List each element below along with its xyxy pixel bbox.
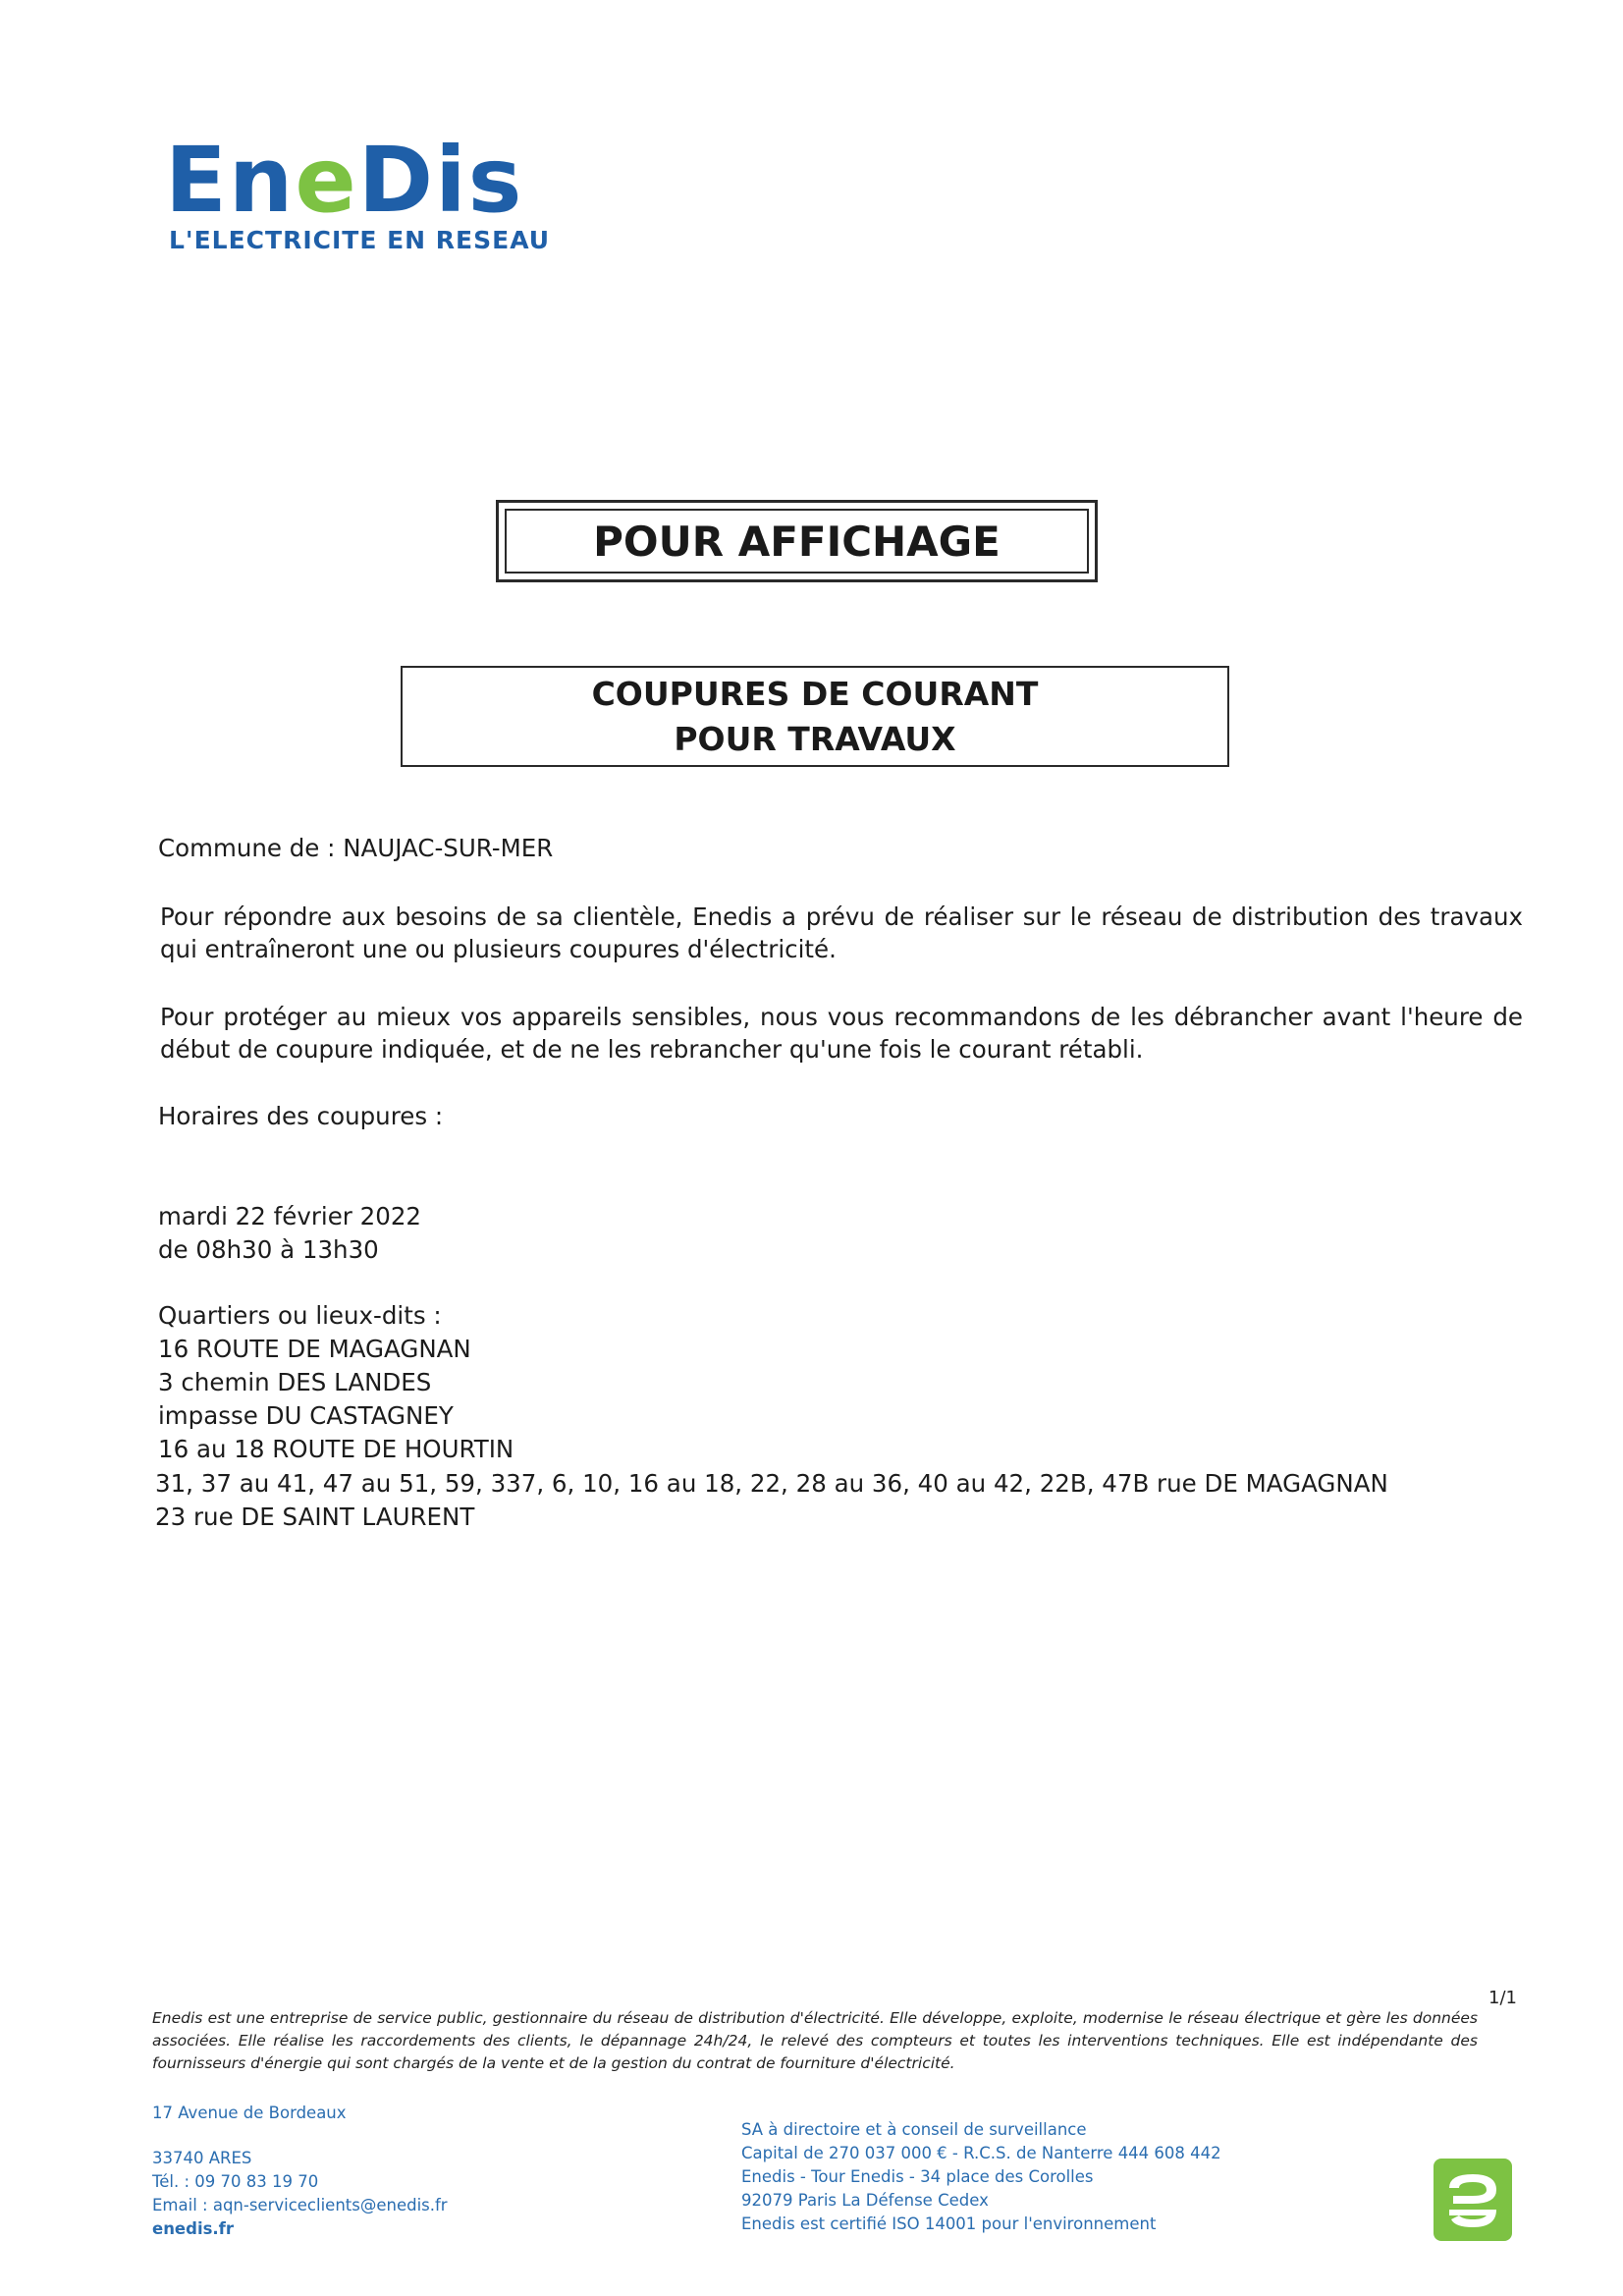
logo-wordmark: EneDis xyxy=(165,128,524,233)
email-address: Email : aqn-serviceclients@enedis.fr xyxy=(152,2196,448,2214)
page-number: 1/1 xyxy=(1488,1988,1517,2008)
address-line-1: 17 Avenue de Bordeaux xyxy=(152,2104,347,2122)
commune-line: Commune de : NAUJAC-SUR-MER xyxy=(158,834,554,862)
legal-line: Enedis est certifié ISO 14001 pour l'environnement xyxy=(741,2214,1157,2233)
display-notice-title: POUR AFFICHAGE xyxy=(593,517,1001,566)
website-link: enedis.fr xyxy=(152,2219,234,2238)
legal-line: Enedis - Tour Enedis - 34 place des Corolles xyxy=(741,2167,1094,2186)
place-item: 23 rue DE SAINT LAURENT xyxy=(155,1503,475,1531)
outage-time: de 08h30 à 13h30 xyxy=(158,1235,379,1264)
place-item: 16 au 18 ROUTE DE HOURTIN xyxy=(158,1435,514,1463)
place-item: 3 chemin DES LANDES xyxy=(158,1368,432,1396)
outage-date: mardi 22 février 2022 xyxy=(158,1202,421,1230)
company-disclaimer: Enedis est une entreprise de service public, gestionnaire du réseau de distribution d'électricité. Elle développe, exploite, modernise le réseau électrique et gère les données associées. Elle réalise les raccordements des clients, le dépannage 24h/24, le relevé des compteurs et toutes les interventions techniques. Elle est indépendante des fournisseurs d'énergie qui sont chargés de la vente et de la gestion du contrat de fourniture d'électricité. xyxy=(152,2009,1478,2072)
logo-tagline: L'ELECTRICITE EN RESEAU xyxy=(169,226,551,254)
enedis-logo xyxy=(165,128,551,263)
legal-line: SA à directoire et à conseil de surveillance xyxy=(741,2120,1087,2139)
place-item: impasse DU CASTAGNEY xyxy=(158,1401,454,1430)
place-item: 16 ROUTE DE MAGAGNAN xyxy=(158,1335,471,1363)
display-notice-box xyxy=(496,500,1098,582)
legal-line: Capital de 270 037 000 € - R.C.S. de Nanterre 444 608 442 xyxy=(741,2144,1221,2162)
subject-line-2: POUR TRAVAUX xyxy=(674,719,956,758)
places-heading: Quartiers ou lieux-dits : xyxy=(158,1301,442,1330)
place-item: 31, 37 au 41, 47 au 51, 59, 337, 6, 10, 16 au 18, 22, 28 au 36, 40 au 42, 22B, 47B rue DE MAGAGNAN xyxy=(155,1469,1388,1498)
legal-line: 92079 Paris La Défense Cedex xyxy=(741,2191,989,2210)
intro-paragraph: Pour répondre aux besoins de sa clientèle, Enedis a prévu de réaliser sur le réseau de distribution des travaux qui entraîneront une ou plusieurs coupures d'électricité. xyxy=(160,902,1523,963)
subject-line-1: COUPURES DE COURANT xyxy=(591,674,1039,713)
address-line-2: 33740 ARES xyxy=(152,2149,252,2167)
enedis-brand-mark-icon xyxy=(1434,2159,1512,2241)
subject-box xyxy=(401,666,1229,767)
phone-number: Tél. : 09 70 83 19 70 xyxy=(152,2172,319,2191)
schedule-heading: Horaires des coupures : xyxy=(158,1102,444,1130)
advice-paragraph: Pour protéger au mieux vos appareils sensibles, nous vous recommandons de les débrancher avant l'heure de début de coupure indiquée, et de ne les rebrancher qu'une fois le courant rétabli. xyxy=(160,1003,1523,1064)
